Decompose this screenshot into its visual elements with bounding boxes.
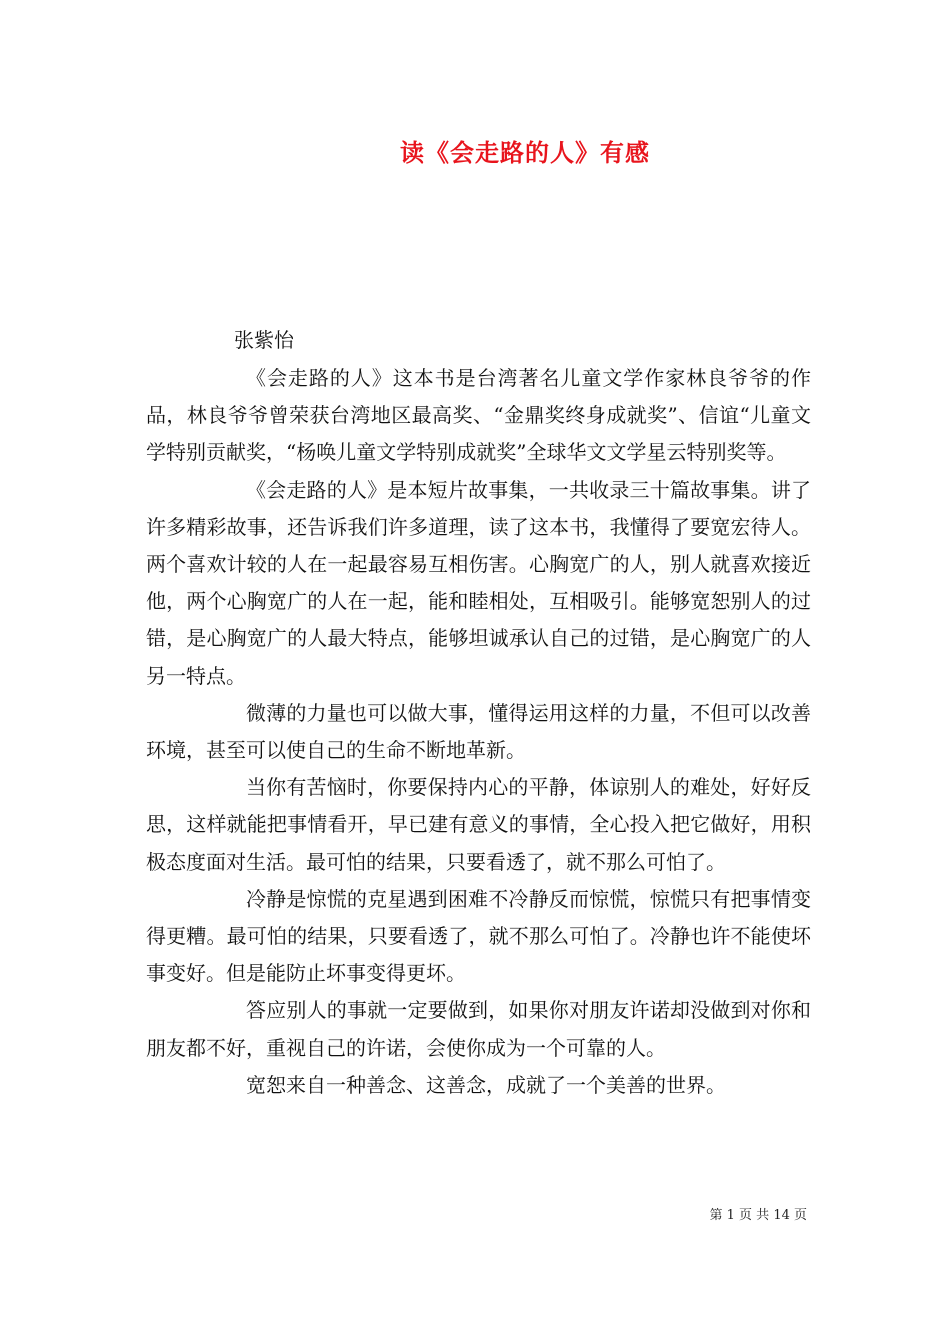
paragraph: 答应别人的事就一定要做到，如果你对朋友许诺却没做到对你和朋友都不好，重视自己的许诺，会使你成为一个可靠的人。 [146,998,811,1060]
paragraph: 宽恕来自一种善念、这善念，成就了一个美善的世界。 [246,1072,726,1097]
paragraph: 微薄的力量也可以做大事，懂得运用这样的力量，不但可以改善环境，甚至可以使自己的生命不断地革新。 [146,700,811,763]
paragraph: 《会走路的人》是本短片故事集，一共收录三十篇故事集。讲了许多精彩故事，还告诉我们许多道理，读了这本书，我懂得了要宽宏待人。两个喜欢计较的人在一起最容易互相伤害。心胸宽广的人，别人就喜欢接近他，两个心胸宽广的人在一起，能和睦相处，互相吸引。能够宽恕别人的过错，是心胸宽广的人最大特点，能够坦诚承认自己的过错，是心胸宽广的人另一特点。 [146,477,811,688]
paragraph: 当你有苦恼时，你要保持内心的平静，体谅别人的难处，好好反思，这样就能把事情看开，早已建有意义的事情，全心投入把它做好，用积极态度面对生活。最可怕的结果，只要看透了，就不那么可怕了。 [146,775,811,874]
page-number-footer: 第 1 页 共 14 页 [709,1208,807,1223]
paragraph: 冷静是惊慌的克星遇到困难不冷静反而惊慌，惊慌只有把事情变得更糟。最可怕的结果，只要看透了，就不那么可怕了。冷静也许不能使坏事变好。但是能防止坏事变得更坏。 [146,886,811,986]
author-name: 张紫怡 [234,328,294,352]
document-body [146,360,811,1104]
document-title: 读《会走路的人》有感 [400,138,650,167]
paragraph: 《会走路的人》这本书是台湾著名儿童文学作家林良爷爷的作品，林良爷爷曾荣获台湾地区最高奖、“金鼎奖终身成就奖”、信谊“儿童文学特别贡献奖，“杨唤儿童文学特别成就奖”全球华文文学星云特别奖等。 [146,366,811,465]
